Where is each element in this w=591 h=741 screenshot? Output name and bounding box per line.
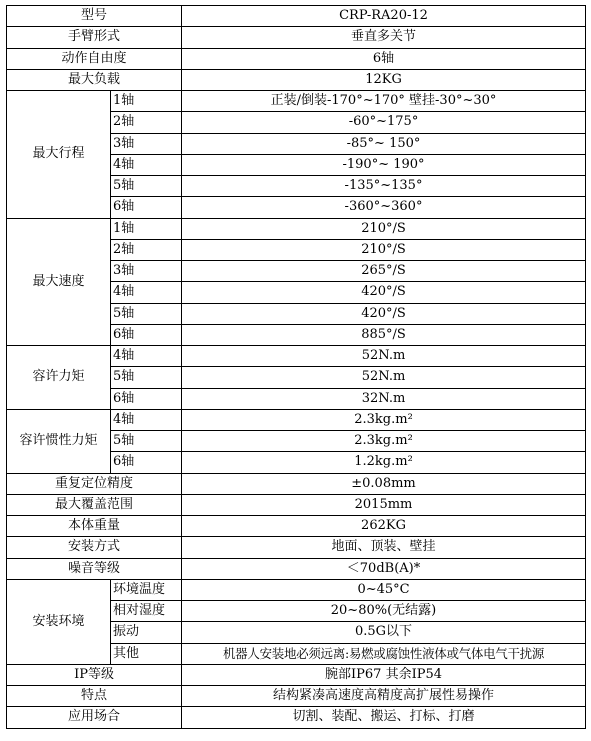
row-range-1: [7, 91, 586, 112]
row-noise: [7, 558, 586, 579]
range-value: -85°~ 150°: [182, 133, 586, 154]
torque-value: 52N.m: [182, 346, 586, 367]
torque-axis: 6轴: [111, 388, 182, 409]
speed-value: 210°/S: [182, 239, 586, 260]
env-item-name: 其他: [111, 643, 182, 664]
value-weight: 262KG: [182, 516, 586, 537]
row-ip-rating: [7, 664, 586, 685]
row-env-temp: [7, 579, 586, 600]
range-axis: 5轴: [111, 176, 182, 197]
value-ip-rating: 腕部IP67 其余IP54: [182, 664, 586, 685]
torque-axis: 5轴: [111, 367, 182, 388]
speed-axis: 3轴: [111, 261, 182, 282]
torque-value: 32N.m: [182, 388, 586, 409]
label-weight: 本体重量: [7, 516, 182, 537]
label-ip-rating: IP等级: [7, 664, 182, 685]
range-axis: 6轴: [111, 197, 182, 218]
spec-table: [6, 5, 586, 729]
range-value: -360°~360°: [182, 197, 586, 218]
value-model: CRP-RA20-12: [182, 6, 586, 27]
label-arm-type: 手臂形式: [7, 27, 182, 48]
range-axis: 1轴: [111, 91, 182, 112]
label-payload: 最大负载: [7, 69, 182, 90]
range-axis: 4轴: [111, 154, 182, 175]
env-item-value: 0~45°C: [182, 579, 586, 600]
label-max-speed: 最大速度: [7, 218, 111, 346]
label-noise: 噪音等级: [7, 558, 182, 579]
speed-axis: 2轴: [111, 239, 182, 260]
label-dof: 动作自由度: [7, 48, 182, 69]
range-value: -135°~135°: [182, 176, 586, 197]
range-value: -60°~175°: [182, 112, 586, 133]
row-model: [7, 6, 586, 27]
label-allowable-torque: 容许力矩: [7, 346, 111, 410]
row-mounting: [7, 537, 586, 558]
range-axis: 2轴: [111, 112, 182, 133]
value-arm-type: 垂直多关节: [182, 27, 586, 48]
value-dof: 6轴: [182, 48, 586, 69]
value-max-reach: 2015mm: [182, 494, 586, 515]
value-repeatability: ±0.08mm: [182, 473, 586, 494]
env-item-value: 机器人安装地必须远离:易燃或腐蚀性液体或气体电气干扰源: [182, 643, 586, 664]
speed-value: 420°/S: [182, 282, 586, 303]
speed-value: 885°/S: [182, 324, 586, 345]
speed-value: 210°/S: [182, 218, 586, 239]
row-applications: [7, 707, 586, 728]
value-features: 结构紧凑高速度高精度高扩展性易操作: [182, 686, 586, 707]
torque-value: 52N.m: [182, 367, 586, 388]
row-features: [7, 686, 586, 707]
row-arm-type: [7, 27, 586, 48]
env-item-name: 振动: [111, 622, 182, 643]
speed-axis: 1轴: [111, 218, 182, 239]
speed-axis: 4轴: [111, 282, 182, 303]
row-weight: [7, 516, 586, 537]
inertia-value: 2.3kg.m²: [182, 431, 586, 452]
speed-value: 420°/S: [182, 303, 586, 324]
row-speed-1: [7, 218, 586, 239]
value-mounting: 地面、顶装、壁挂: [182, 537, 586, 558]
label-max-reach: 最大覆盖范围: [7, 494, 182, 515]
label-features: 特点: [7, 686, 182, 707]
env-item-name: 相对湿度: [111, 601, 182, 622]
row-max-reach: [7, 494, 586, 515]
range-value: -190°~ 190°: [182, 154, 586, 175]
row-dof: [7, 48, 586, 69]
label-applications: 应用场合: [7, 707, 182, 728]
label-environment: 安装环境: [7, 579, 111, 664]
label-model: 型号: [7, 6, 182, 27]
inertia-value: 1.2kg.m²: [182, 452, 586, 473]
speed-value: 265°/S: [182, 261, 586, 282]
label-mounting: 安装方式: [7, 537, 182, 558]
value-noise: ＜70dB(A)*: [182, 558, 586, 579]
row-repeatability: [7, 473, 586, 494]
inertia-axis: 4轴: [111, 409, 182, 430]
torque-axis: 4轴: [111, 346, 182, 367]
inertia-value: 2.3kg.m²: [182, 409, 586, 430]
env-item-value: 0.5G以下: [182, 622, 586, 643]
speed-axis: 5轴: [111, 303, 182, 324]
speed-axis: 6轴: [111, 324, 182, 345]
value-applications: 切割、装配、搬运、打标、打磨: [182, 707, 586, 728]
label-allowable-inertia: 容许惯性力矩: [7, 409, 111, 473]
label-max-range: 最大行程: [7, 91, 111, 219]
range-axis: 3轴: [111, 133, 182, 154]
env-item-name: 环境温度: [111, 579, 182, 600]
row-inertia-4: [7, 409, 586, 430]
row-payload: [7, 69, 586, 90]
row-torque-4: [7, 346, 586, 367]
value-payload: 12KG: [182, 69, 586, 90]
inertia-axis: 5轴: [111, 431, 182, 452]
label-repeatability: 重复定位精度: [7, 473, 182, 494]
inertia-axis: 6轴: [111, 452, 182, 473]
env-item-value: 20~80%(无结露): [182, 601, 586, 622]
range-value: 正装/倒装-170°~170° 壁挂-30°~30°: [182, 91, 586, 112]
